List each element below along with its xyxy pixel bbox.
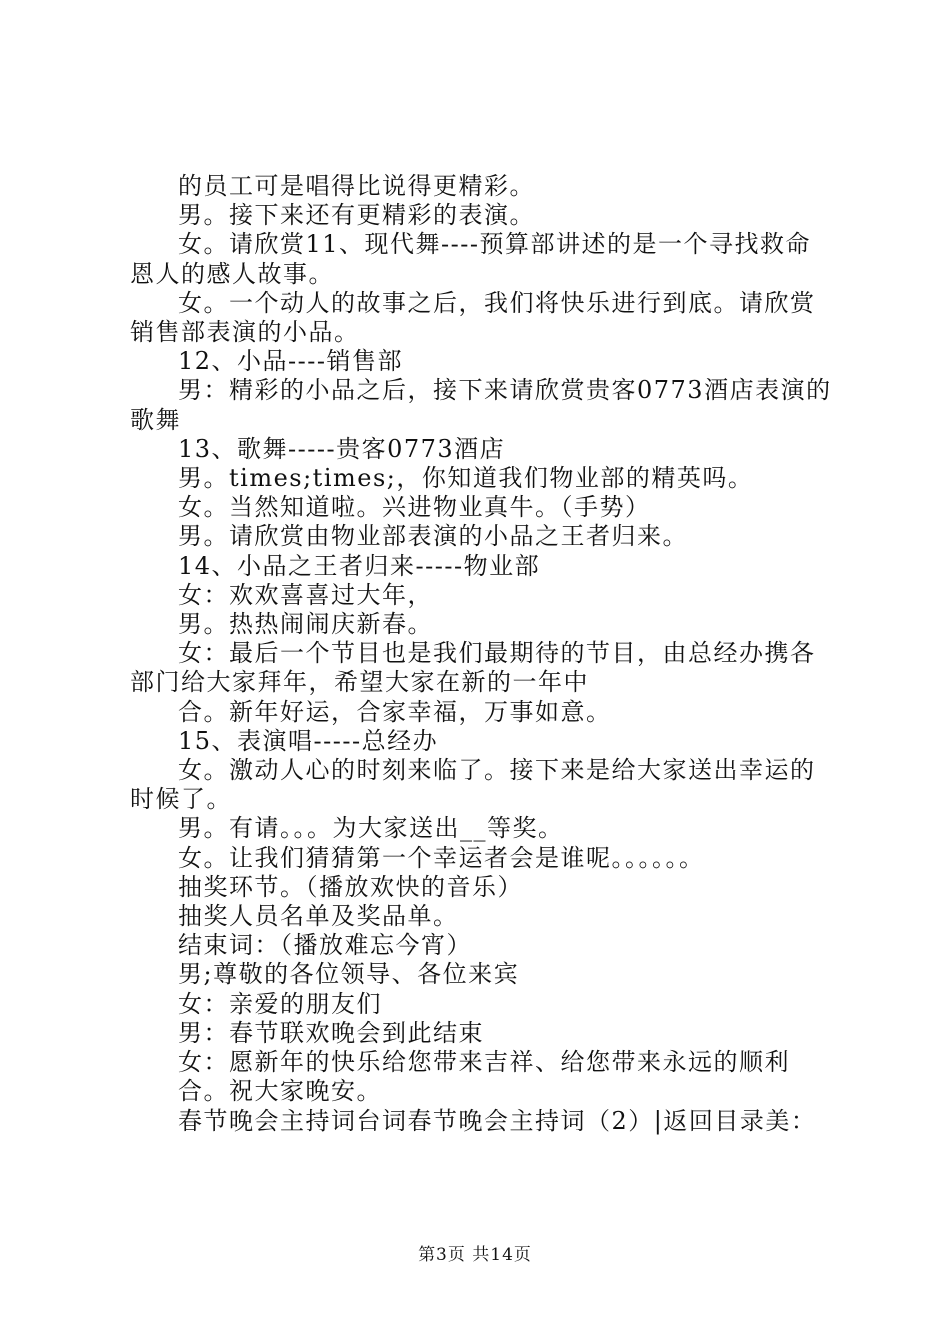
paragraph: 女。一个动人的故事之后，我们将快乐进行到底。请欣赏销售部表演的小品。	[130, 288, 816, 347]
paragraph: 合。祝大家晚安。	[178, 1077, 382, 1106]
paragraph: 春节晚会主持词台词春节晚会主持词（2）|返回目录美：	[178, 1106, 817, 1135]
paragraph: 女：亲爱的朋友们	[178, 989, 382, 1018]
paragraph: 14、小品之王者归来-----物业部	[178, 551, 541, 580]
paragraph: 结束词：（播放难忘今宵）	[178, 931, 472, 960]
paragraph: 12、小品----销售部	[178, 347, 403, 376]
paragraph: 女。激动人心的时刻来临了。接下来是给大家送出幸运的时候了。	[130, 756, 816, 814]
paragraph: 男;尊敬的各位领导、各位来宾	[178, 960, 520, 989]
paragraph: 女：愿新年的快乐给您带来吉祥、给您带来永远的顺利	[178, 1048, 790, 1077]
paragraph: 女。请欣赏11、现代舞----预算部讲述的是一个寻找救命恩人的感人故事。	[130, 230, 811, 288]
paragraph: 女。当然知道啦。兴进物业真牛。（手势）	[178, 493, 651, 522]
paragraph: 合。新年好运，合家幸福，万事如意。	[178, 697, 612, 726]
page-number: 第3页 共14页	[418, 1245, 532, 1265]
document-body	[130, 172, 835, 1136]
paragraph: 男。请欣赏由物业部表演的小品之王者归来。	[178, 522, 688, 551]
paragraph: 抽奖人员名单及奖品单。	[178, 902, 459, 931]
paragraph: 抽奖环节。（播放欢快的音乐）	[178, 872, 523, 901]
paragraph: 的员工可是唱得比说得更精彩。	[178, 172, 535, 200]
page-footer	[0, 1240, 950, 1265]
paragraph: 男。times;times;，你知道我们物业部的精英吗。	[178, 464, 754, 493]
paragraph: 女。让我们猜猜第一个幸运者会是谁呢。。。。。。	[178, 843, 705, 872]
paragraph: 15、表演唱-----总经办	[178, 726, 439, 755]
paragraph: 男。有请。。。为大家送出__等奖。	[178, 814, 564, 843]
paragraph: 男：精彩的小品之后，接下来请欣赏贵客0773酒店表演的歌舞	[130, 376, 832, 434]
paragraph: 男。热热闹闹庆新春。	[178, 610, 433, 639]
paragraph: 13、歌舞-----贵客0773酒店	[178, 434, 506, 463]
paragraph: 女：最后一个节目也是我们最期待的节目，由总经办携各部门给大家拜年，希望大家在新的一年中	[130, 639, 816, 697]
paragraph: 男。接下来还有更精彩的表演。	[178, 201, 535, 230]
paragraph: 女：欢欢喜喜过大年，	[178, 580, 433, 609]
paragraph: 男：春节联欢晚会到此结束	[178, 1018, 484, 1047]
